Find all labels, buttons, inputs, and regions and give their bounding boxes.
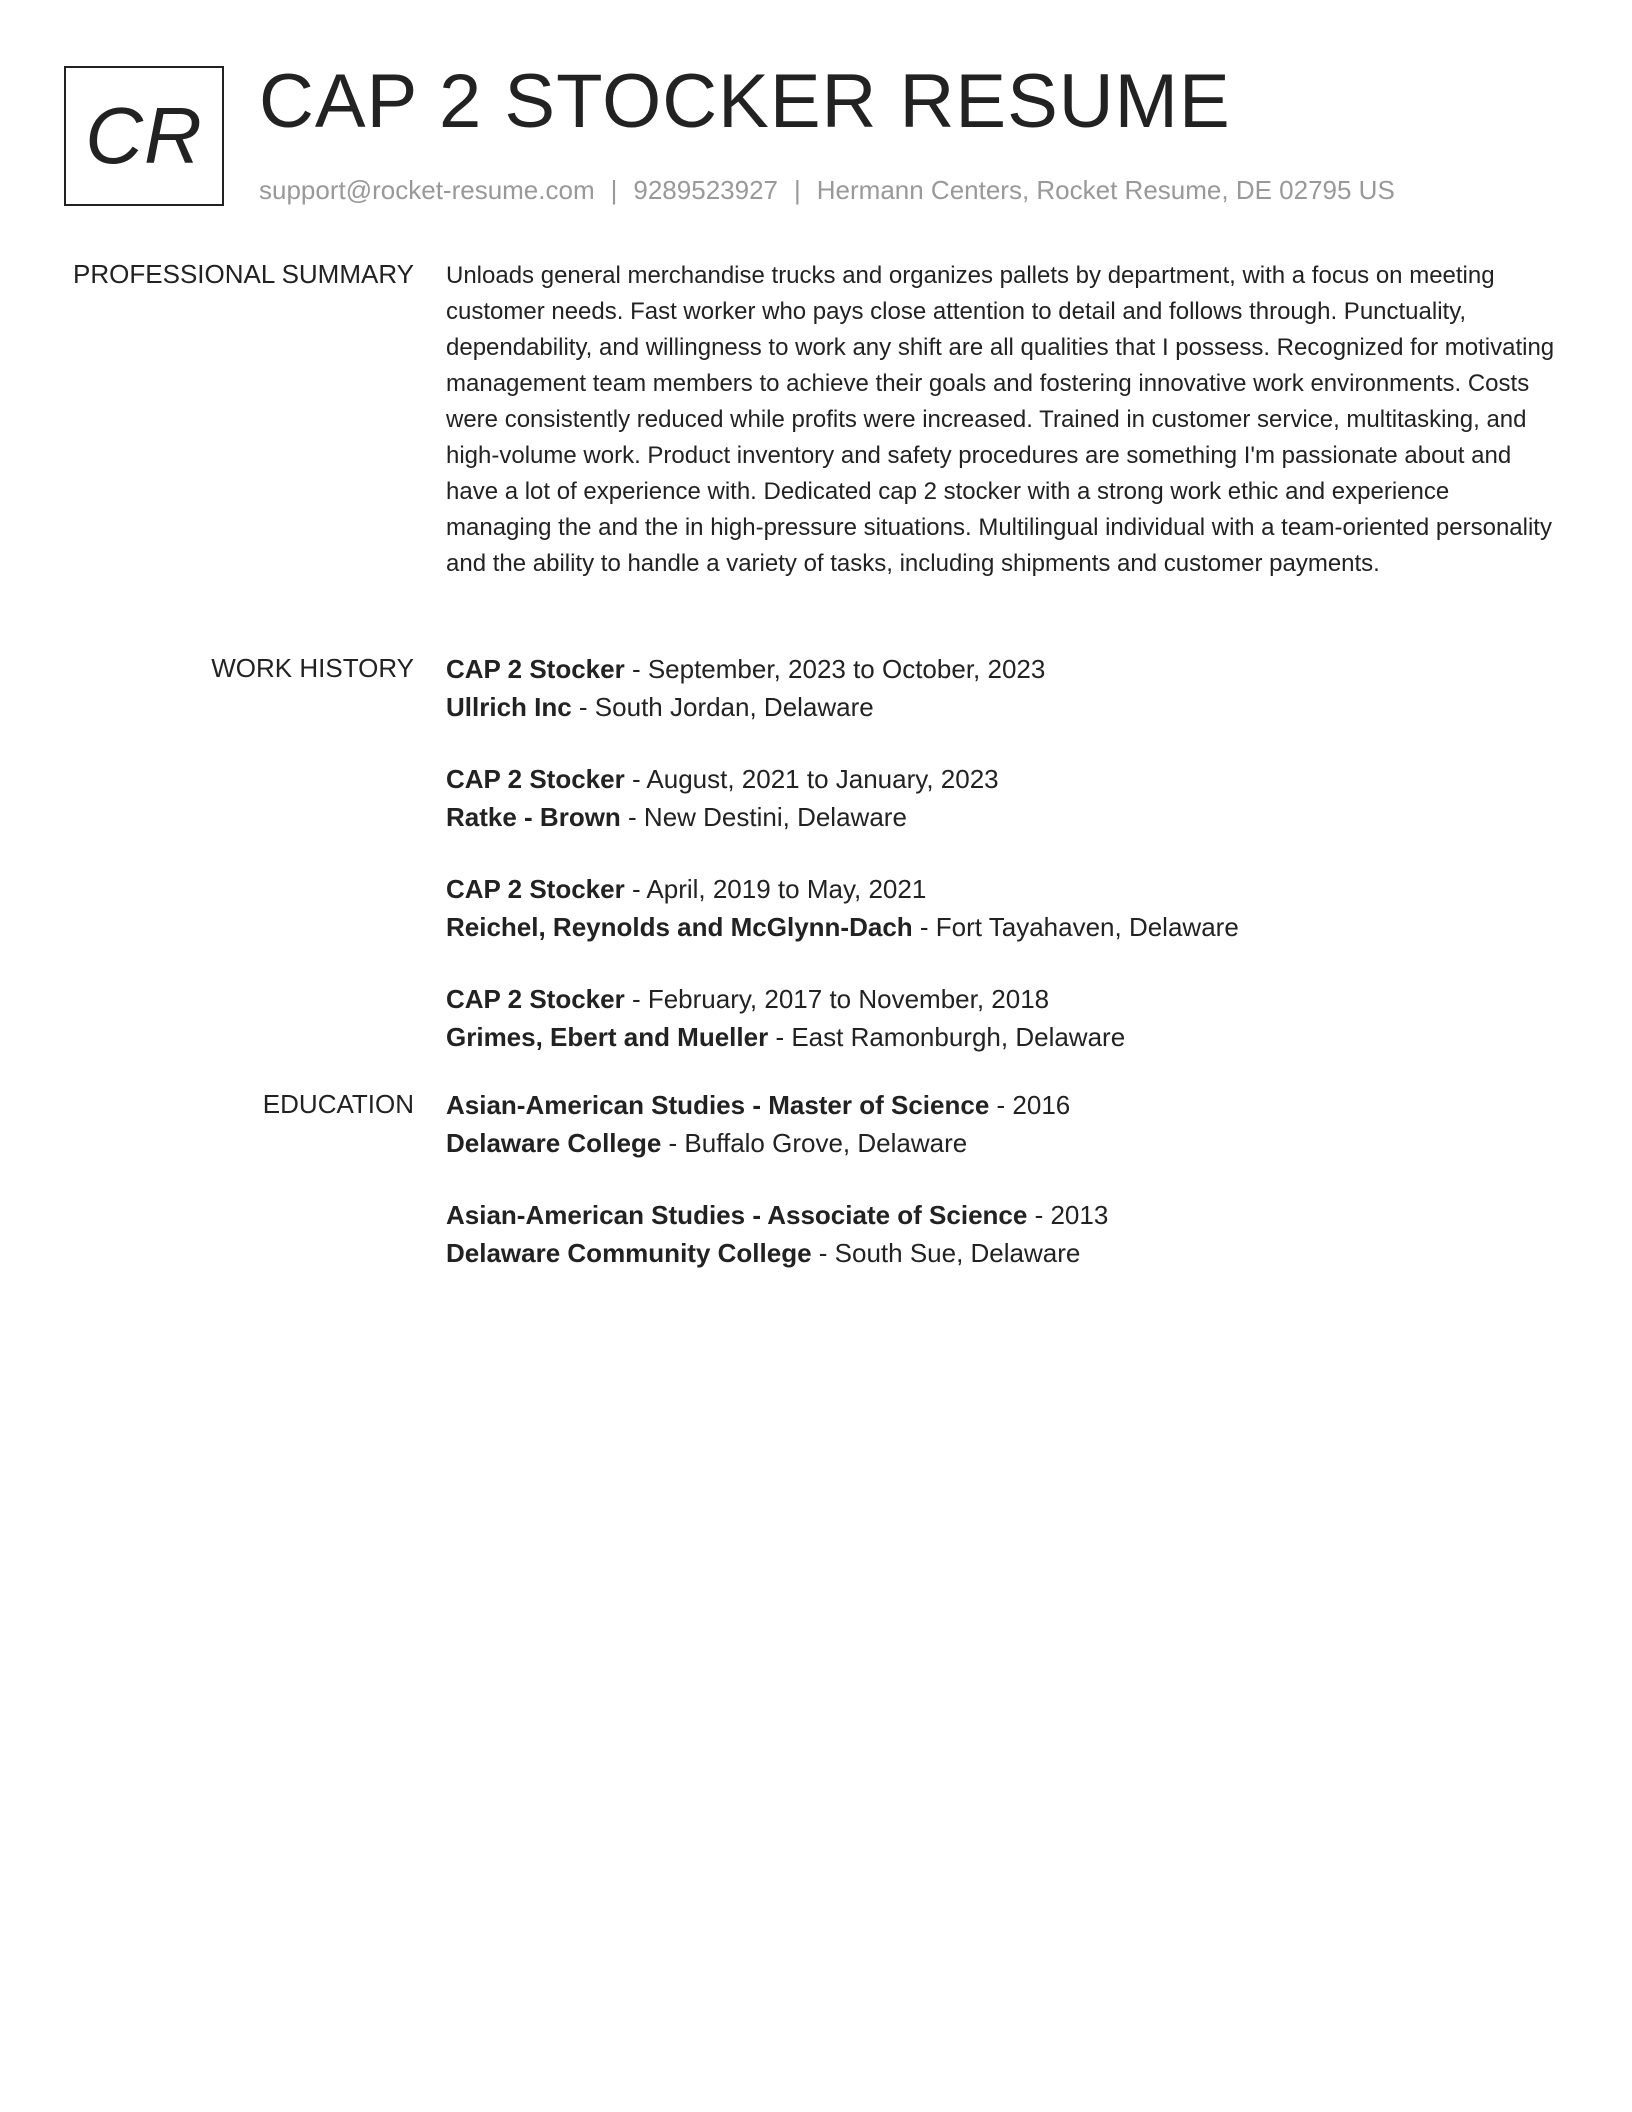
work-history-list: [446, 650, 1561, 1090]
job-location: - Fort Tayahaven, Delaware: [912, 912, 1239, 942]
contact-separator: |: [610, 175, 618, 205]
job-title: CAP 2 Stocker: [446, 764, 625, 794]
contact-separator: |: [794, 175, 801, 205]
work-entry: [446, 760, 1561, 836]
degree-name: Asian-American Studies - Master of Science: [446, 1090, 990, 1120]
school-name: Delaware Community College: [446, 1238, 812, 1268]
job-dates: - August, 2021 to January, 2023: [624, 764, 999, 794]
job-title: CAP 2 Stocker: [446, 654, 625, 684]
job-company: Ratke - Brown: [446, 802, 621, 832]
job-dates: - February, 2017 to November, 2018: [624, 984, 1050, 1014]
monogram-logo: CR: [64, 66, 224, 206]
job-location: - New Destini, Delaware: [620, 802, 907, 832]
job-dates: - April, 2019 to May, 2021: [624, 874, 927, 904]
education-entry: [446, 1196, 1561, 1272]
education-list: [446, 1086, 1561, 1306]
summary-text: Unloads general merchandise trucks and organizes pallets by department, with a focus on meeting customer needs. Fast worker who pays close attention to detail and follows through. Punctuality, dependability, and willingness to work any shift are all qualities that I possess. Recognized for motivating management team members to achieve their goals and fostering innovative work environments. Costs were consistently reduced while profits were increased. Trained in customer service, multitasking, and high-volume work. Product inventory and safety procedures are something I'm passionate about and have a lot of experience with. Dedicated cap 2 stocker with a strong work ethic and experience managing the and the in high-pressure situations. Multilingual individual with a team-oriented personality and the ability to handle a variety of tasks, including shipments and customer payments.: [446, 262, 1555, 577]
contact-line: [259, 174, 1395, 206]
job-company: Ullrich Inc: [446, 692, 572, 722]
summary-label: PROFESSIONAL SUMMARY: [73, 259, 414, 289]
job-location: - East Ramonburgh, Delaware: [768, 1022, 1126, 1052]
job-location: - South Jordan, Delaware: [571, 692, 874, 722]
work-entry: [446, 980, 1561, 1056]
job-title: CAP 2 Stocker: [446, 874, 625, 904]
job-dates: - September, 2023 to October, 2023: [624, 654, 1046, 684]
job-title: CAP 2 Stocker: [446, 984, 625, 1014]
resume-title: CAP 2 STOCKER RESUME: [259, 59, 1231, 144]
work-history-label: WORK HISTORY: [211, 653, 414, 683]
job-company: Grimes, Ebert and Mueller: [446, 1022, 769, 1052]
contact-address: Hermann Centers, Rocket Resume, DE 02795 US: [816, 175, 1395, 205]
degree-year: - 2016: [989, 1090, 1071, 1120]
school-location: - South Sue, Delaware: [811, 1238, 1081, 1268]
school-name: Delaware College: [446, 1128, 662, 1158]
work-entry: [446, 650, 1561, 726]
education-entry: [446, 1086, 1561, 1162]
work-entry: [446, 870, 1561, 946]
degree-year: - 2013: [1027, 1200, 1109, 1230]
education-label: EDUCATION: [262, 1089, 414, 1119]
degree-name: Asian-American Studies - Associate of Science: [446, 1200, 1028, 1230]
school-location: - Buffalo Grove, Delaware: [661, 1128, 968, 1158]
contact-email[interactable]: support@rocket-resume.com: [259, 175, 595, 205]
job-company: Reichel, Reynolds and McGlynn-Dach: [446, 912, 913, 942]
contact-phone[interactable]: 9289523927: [633, 175, 778, 205]
